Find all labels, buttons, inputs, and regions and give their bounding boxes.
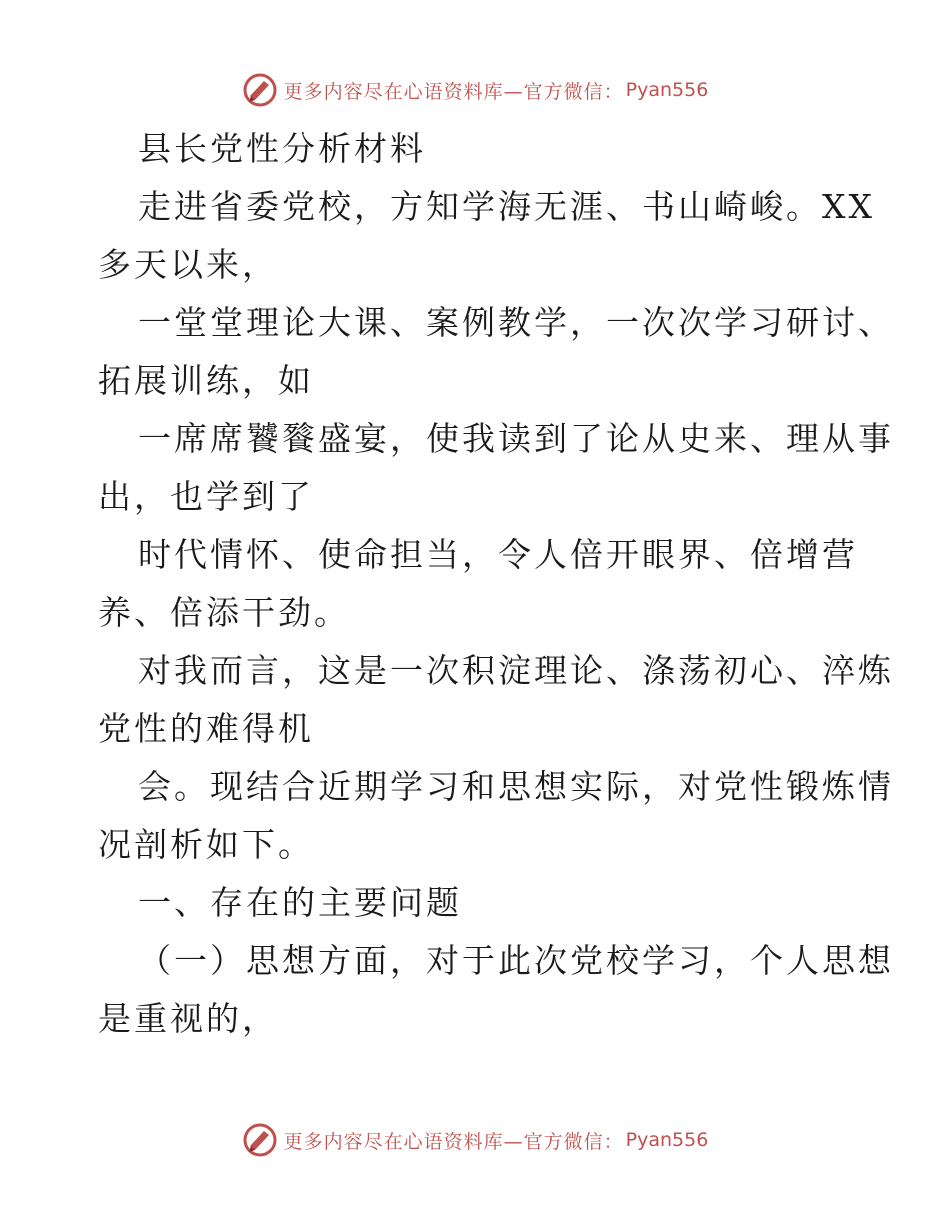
watermark-footer: [0, 1120, 950, 1160]
document-body: [98, 120, 894, 1048]
paragraph-line: 出，也学到了: [98, 477, 314, 516]
paragraph-line: 会。现结合近期学习和思想实际，对党性锻炼情: [138, 767, 894, 806]
paragraph-line: 是重视的，: [98, 999, 278, 1038]
paragraph-line: 对我而言，这是一次积淀理论、涤荡初心、淬炼: [138, 651, 894, 690]
watermark-header: [0, 70, 950, 110]
paragraph-line: 况剖析如下。: [98, 825, 314, 864]
watermark-text: 更多内容尽在心语资料库—官方微信：: [283, 80, 624, 103]
paragraph-line: 多天以来，: [98, 245, 278, 284]
paragraph-line: 养、倍添干劲。: [98, 593, 350, 632]
watermark-id: Pyan556: [625, 79, 709, 101]
watermark-text: 更多内容尽在心语资料库—官方微信：: [283, 1130, 624, 1153]
paragraph-line: （一）思想方面，对于此次党校学习，个人思想: [138, 941, 894, 980]
watermark-logo-icon: [242, 72, 278, 108]
paragraph-line: 时代情怀、使命担当，令人倍开眼界、倍增营: [138, 535, 858, 574]
watermark-id: Pyan556: [625, 1129, 709, 1151]
paragraph-line: 一堂堂理论大课、案例教学，一次次学习研讨、: [138, 303, 894, 342]
document-title: 县长党性分析材料: [138, 129, 426, 168]
paragraph-line: 党性的难得机: [98, 709, 314, 748]
section-heading: 一、存在的主要问题: [138, 883, 462, 922]
paragraph-line: 一席席饕餮盛宴，使我读到了论从史来、理从事: [138, 419, 894, 458]
paragraph-line: 走进省委党校，方知学海无涯、书山崎峻。XX: [138, 187, 875, 226]
watermark-logo-icon: [242, 1122, 278, 1158]
paragraph-line: 拓展训练，如: [98, 361, 314, 400]
